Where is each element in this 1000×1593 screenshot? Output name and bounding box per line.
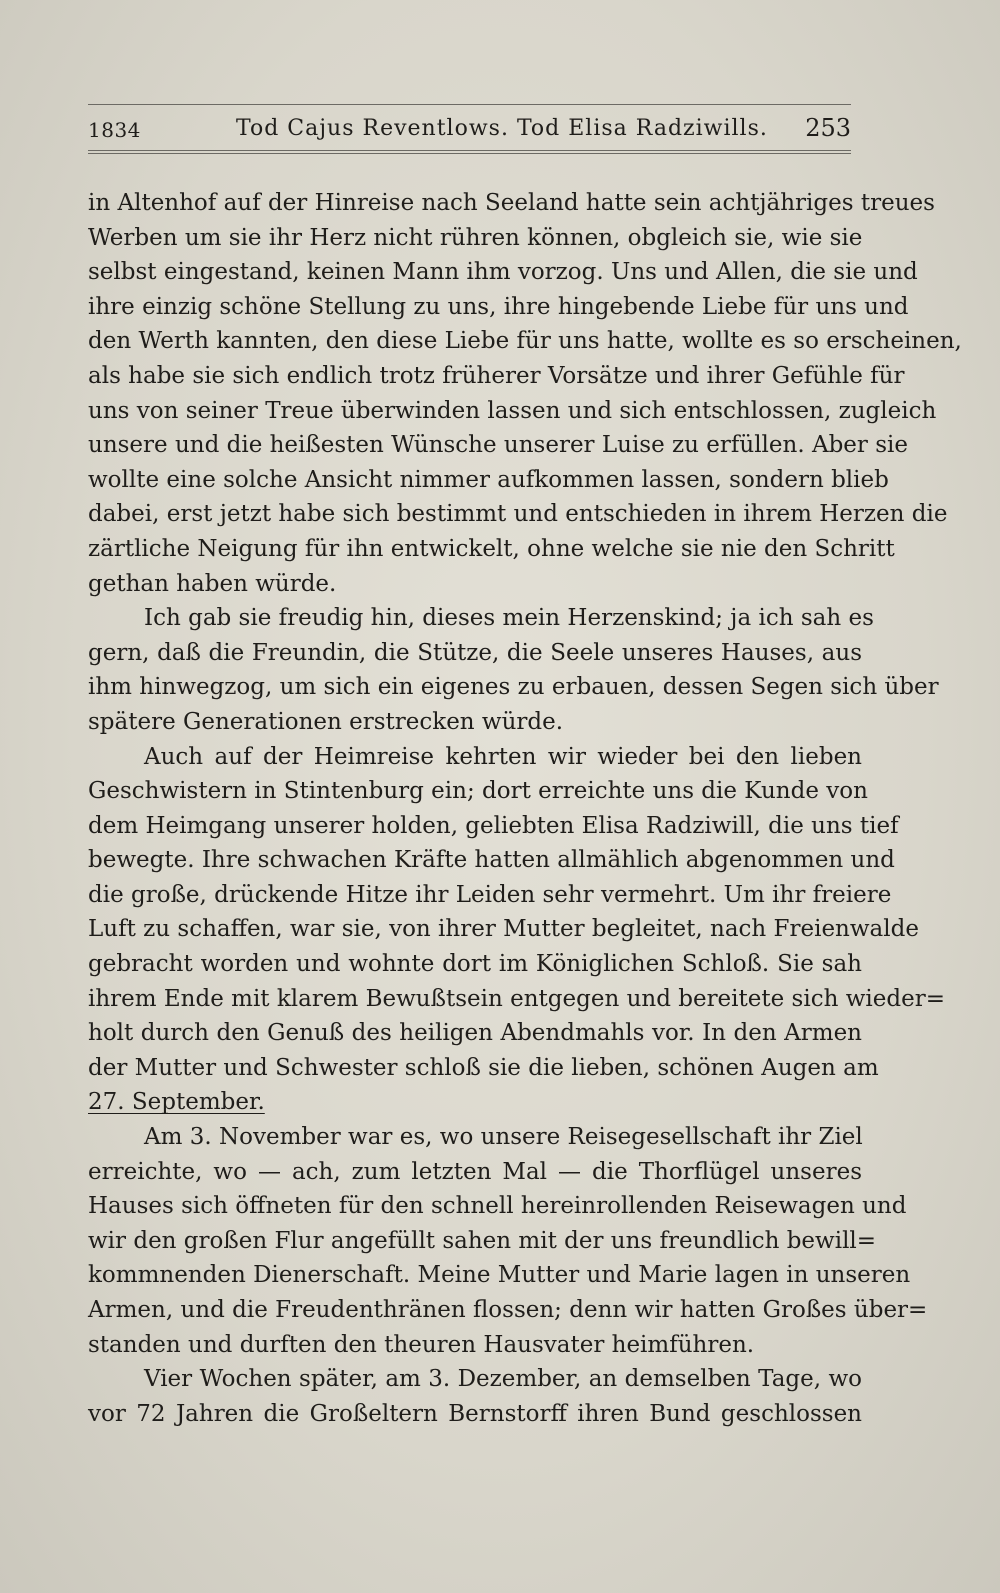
- text-line: dem Heimgang unserer holden, geliebten Elisa Radziwill, die uns tief: [88, 812, 899, 839]
- running-head: [88, 112, 851, 148]
- text-line: holt durch den Genuß des heiligen Abendmahls vor. In den Armen: [88, 1020, 862, 1047]
- text-line: vor 72 Jahren die Großeltern Bernstorff ihren Bund geschlossen: [88, 1400, 862, 1427]
- text-line: ihre einzig schöne Stellung zu uns, ihre hingebende Liebe für uns und: [88, 293, 909, 320]
- text-line: bewegte. Ihre schwachen Kräfte hatten allmählich abgenommen und: [88, 847, 895, 874]
- text-line: ihm hinwegzog, um sich ein eigenes zu erbauen, dessen Segen sich über: [88, 674, 939, 701]
- text-line: selbst eingestand, keinen Mann ihm vorzog. Uns und Allen, die sie und: [88, 259, 918, 286]
- text-line: die große, drückende Hitze ihr Leiden sehr vermehrt. Um ihr freiere: [88, 881, 892, 908]
- text-line: Werben um sie ihr Herz nicht rühren können, obgleich sie, wie sie: [88, 224, 863, 251]
- text-line: unsere und die heißesten Wünsche unserer Luise zu erfüllen. Aber sie: [88, 432, 908, 459]
- text-line: wollte eine solche Ansicht nimmer aufkommen lassen, sondern blieb: [88, 466, 889, 493]
- text-line: erreichte, wo — ach, zum letzten Mal — die Thorflügel unseres: [88, 1158, 862, 1185]
- paragraph-start-line: Am 3. November war es, wo unsere Reisegesellschaft ihr Ziel: [144, 1124, 863, 1151]
- text-line: ihrem Ende mit klarem Bewußtsein entgegen und bereitete sich wieder=: [88, 985, 945, 1012]
- text-line: zärtliche Neigung für ihn entwickelt, ohne welche sie nie den Schritt: [88, 535, 895, 562]
- text-line: gebracht worden und wohnte dort im Königlichen Schloß. Sie sah: [88, 951, 862, 978]
- text-line: Armen, und die Freudenthränen flossen; denn wir hatten Großes über=: [88, 1297, 928, 1323]
- header-top-rule: [88, 104, 851, 105]
- paragraph-start-line: Auch auf der Heimreise kehrten wir wieder bei den lieben: [144, 743, 862, 770]
- header-bottom-rule-double: [88, 153, 851, 154]
- text-line: wir den großen Flur angefüllt sahen mit der uns freundlich bewill=: [88, 1227, 877, 1254]
- running-title: Tod Cajus Reventlows. Tod Elisa Radziwills.: [236, 116, 768, 141]
- body-text: [88, 186, 962, 1431]
- text-line: in Altenhof auf der Hinreise nach Seeland hatte sein achtjähriges treues: [88, 190, 935, 216]
- page-number: 253: [805, 114, 851, 142]
- text-line: den Werth kannten, den diese Liebe für uns hatte, wollte es so erscheinen,: [88, 328, 962, 355]
- header-bottom-rule: [88, 150, 851, 151]
- text-line: uns von seiner Treue überwinden lassen und sich entschlossen, zugleich: [88, 397, 937, 424]
- text-line: Luft zu schaffen, war sie, von ihrer Mutter begleitet, nach Freienwalde: [88, 916, 919, 943]
- paragraph-end-line: gethan haben würde.: [88, 570, 337, 597]
- text-line: Hauses sich öffneten für den schnell hereinrollenden Reisewagen und: [88, 1193, 907, 1220]
- text-line: Geschwistern in Stintenburg ein; dort erreichte uns die Kunde von: [88, 778, 868, 805]
- paragraph-start-line: Ich gab sie freudig hin, dieses mein Herzenskind; ja ich sah es: [144, 605, 874, 632]
- paragraph-end-line: standen und durften den theuren Hausvater heimführen.: [88, 1331, 755, 1358]
- header-year: 1834: [88, 118, 141, 142]
- text-line: der Mutter und Schwester schloß sie die lieben, schönen Augen am: [88, 1054, 879, 1081]
- text-line: gern, daß die Freundin, die Stütze, die Seele unseres Hauses, aus: [88, 639, 862, 666]
- text-line: dabei, erst jetzt habe sich bestimmt und entschieden in ihrem Herzen die: [88, 501, 948, 528]
- underlined-date-line: 27. September.: [88, 1089, 265, 1116]
- paragraph-start-line: Vier Wochen später, am 3. Dezember, an demselben Tage, wo: [144, 1366, 862, 1393]
- text-line: kommnenden Dienerschaft. Meine Mutter und Marie lagen in unseren: [88, 1262, 911, 1289]
- text-line: als habe sie sich endlich trotz früherer Vorsätze und ihrer Gefühle für: [88, 362, 905, 389]
- paragraph-end-line: spätere Generationen erstrecken würde.: [88, 708, 564, 735]
